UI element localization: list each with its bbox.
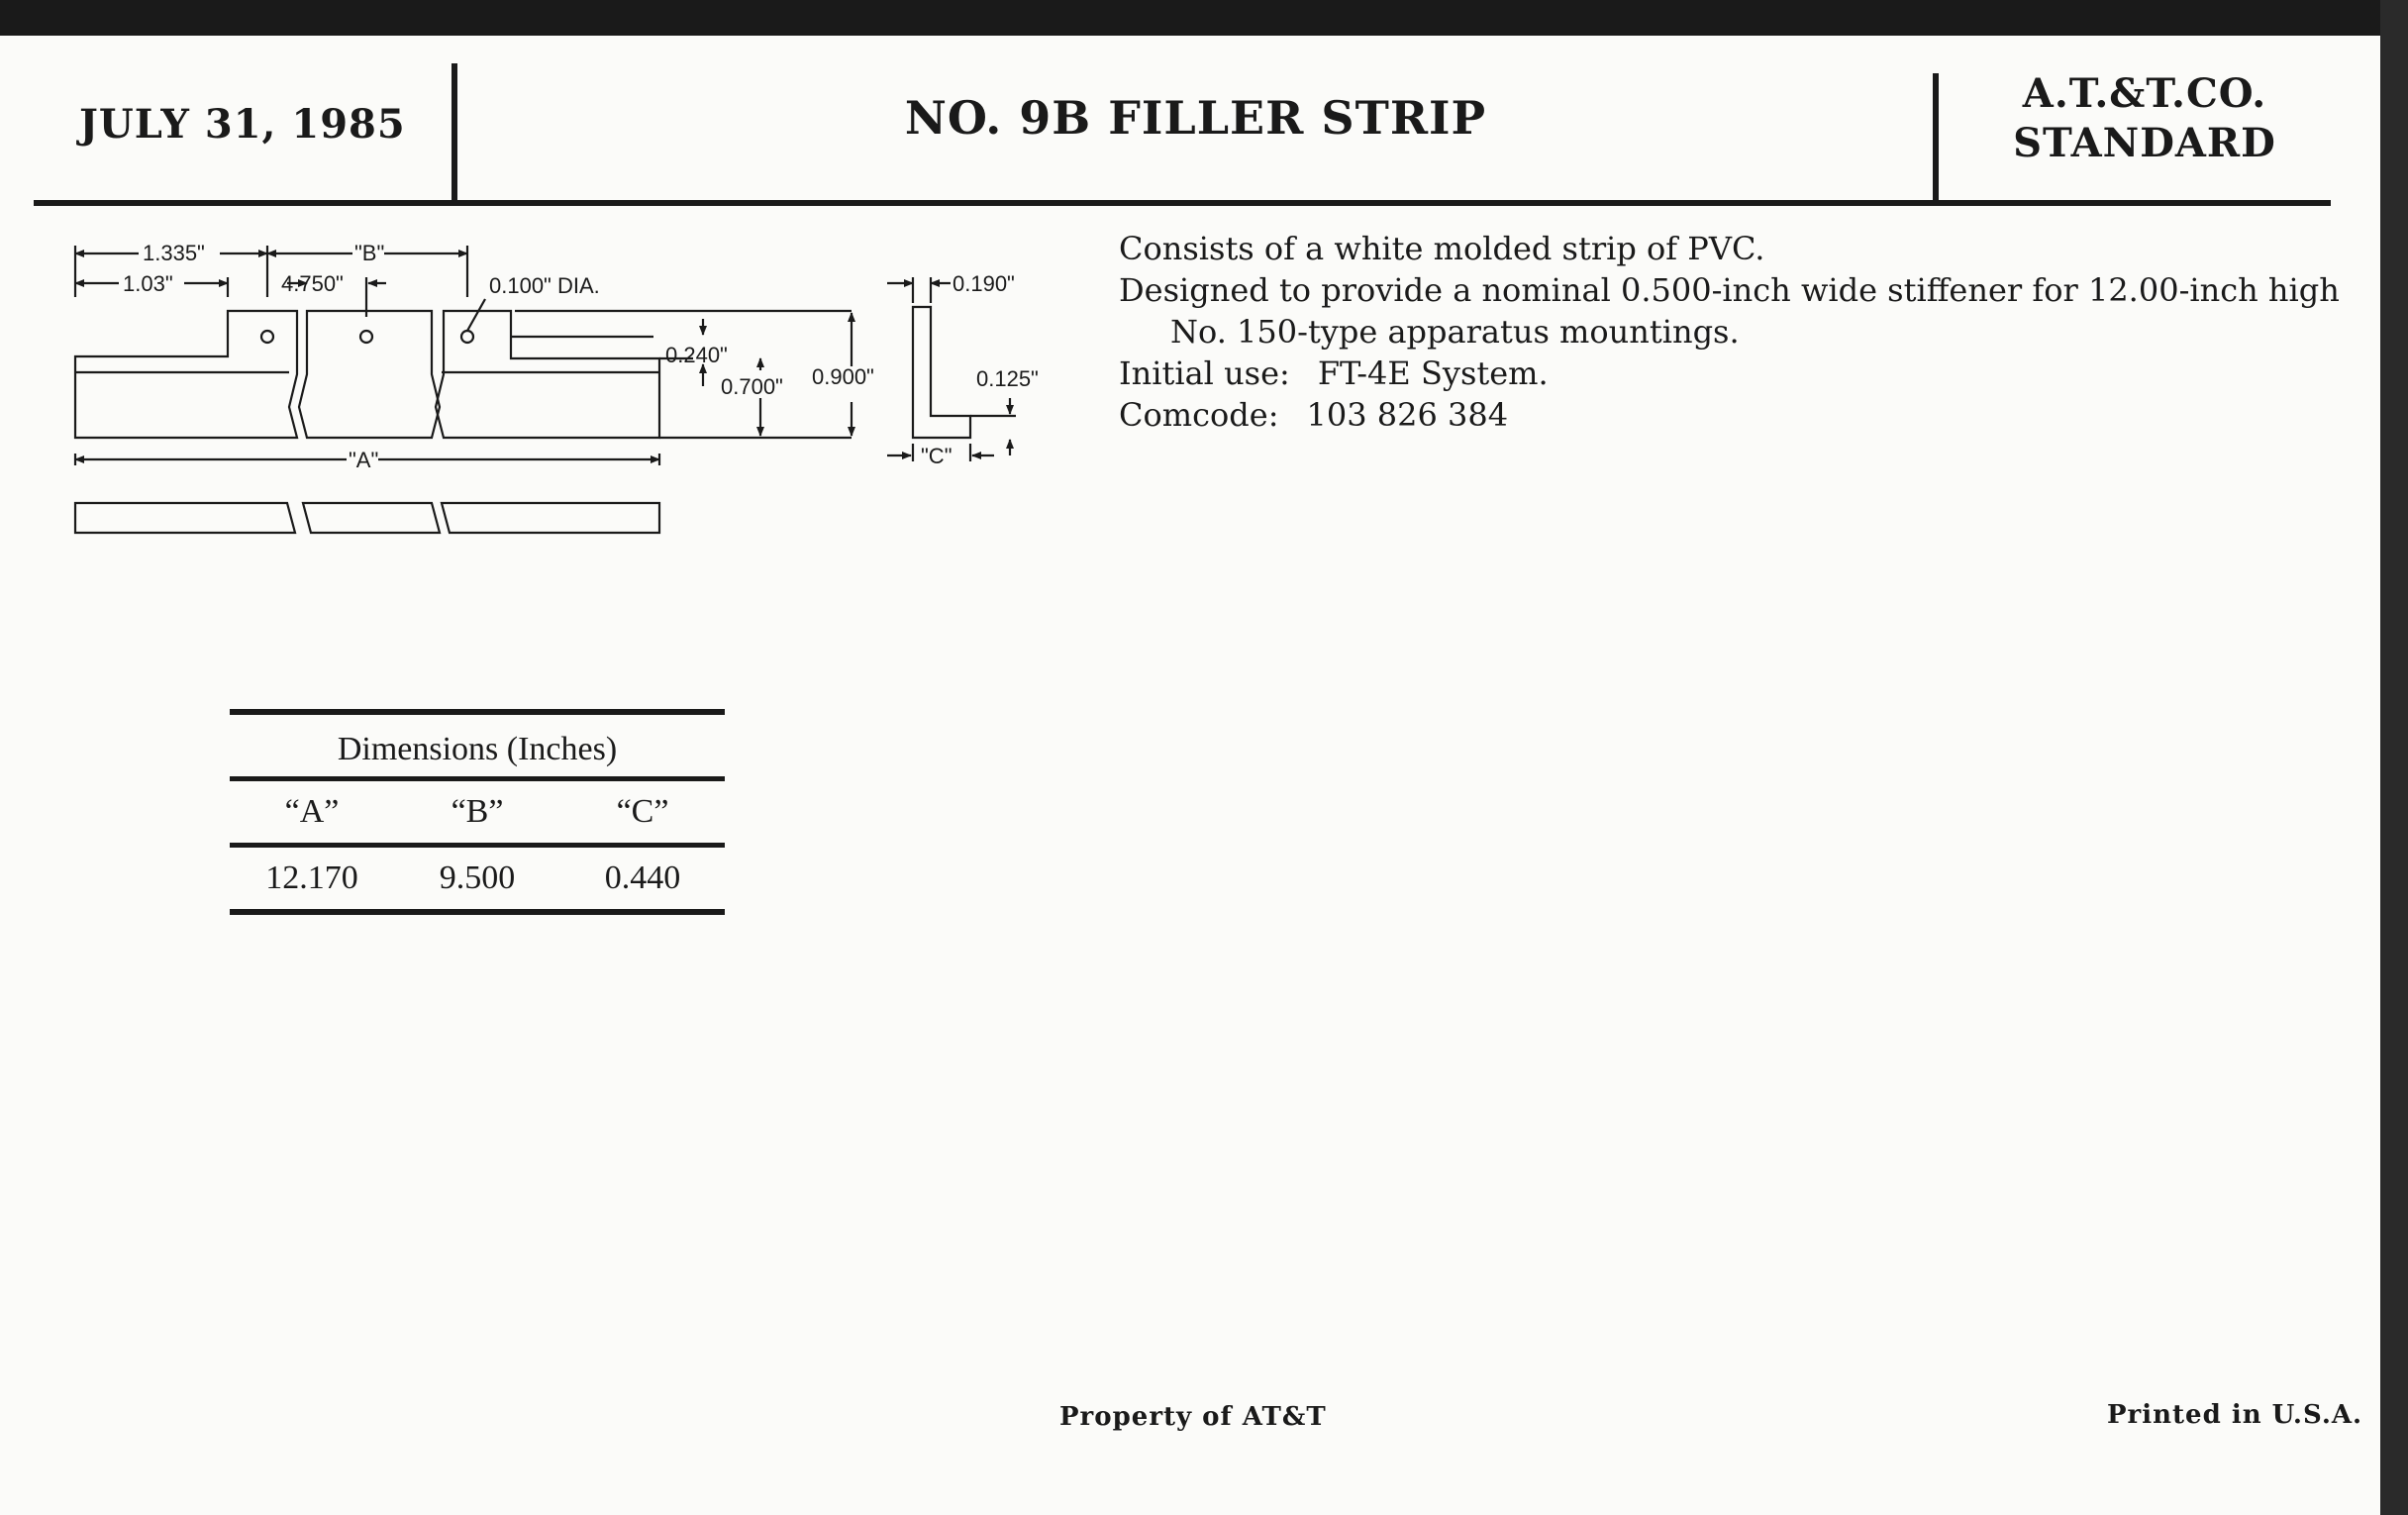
- initial-use-value: FT-4E System.: [1317, 354, 1549, 392]
- dim-0190-label: 0.190": [953, 271, 1015, 296]
- dim-a-label: "A": [349, 448, 379, 472]
- table-cell-c: 0.440: [604, 859, 681, 896]
- table-cell-a: 12.170: [265, 859, 358, 896]
- table-header-c: “C”: [616, 793, 669, 830]
- standard-line-1: A.T.&T.CO.: [2022, 70, 2267, 117]
- comcode: [1119, 394, 2347, 436]
- table-header-row: [230, 781, 725, 843]
- hole-2: [360, 331, 372, 343]
- technical-drawing: [59, 228, 1059, 545]
- table-rule-bottom: [230, 909, 725, 915]
- table-header-b: “B”: [451, 793, 504, 830]
- strip-left-section: [75, 311, 297, 438]
- dim-hole-label: 0.100" DIA.: [489, 273, 600, 298]
- dim-0900-label: 0.900": [812, 364, 874, 389]
- table-row: [230, 848, 725, 909]
- desc-line-2: Designed to provide a nominal 0.500-inch wide stiffener for 12.00-inch high: [1119, 271, 2340, 309]
- dim-0125-label: 0.125": [976, 366, 1039, 391]
- dim-103-label: 1.03": [123, 271, 173, 296]
- table-header-a: “A”: [284, 793, 340, 830]
- hole-3: [461, 331, 473, 343]
- header-date: JULY 31, 1985: [79, 101, 406, 148]
- dim-c-label: "C": [921, 444, 953, 468]
- description-block: [1119, 228, 2347, 436]
- dim-0700-label: 0.700": [721, 374, 783, 399]
- table-caption: Dimensions (Inches): [337, 731, 618, 767]
- page-title: NO. 9B FILLER STRIP: [904, 91, 1487, 145]
- footer-property: Property of AT&T: [1059, 1402, 1327, 1432]
- dimensions-table: [230, 709, 725, 915]
- dim-4750-label: 4.750": [281, 271, 344, 296]
- comcode-label: Comcode:: [1119, 396, 1279, 434]
- scan-edge: [2380, 0, 2408, 1515]
- footer-printed: Printed in U.S.A.: [2107, 1400, 2363, 1430]
- cross-section-profile: [913, 307, 970, 438]
- plan-view-strip: [75, 503, 295, 533]
- header-rule: [34, 200, 2331, 206]
- initial-use-label: Initial use:: [1119, 354, 1290, 392]
- hole-1: [261, 331, 273, 343]
- initial-use: [1119, 353, 2347, 394]
- standard-label: [1937, 69, 2353, 168]
- comcode-value: 103 826 384: [1306, 396, 1509, 434]
- desc-line-1: Consists of a white molded strip of PVC.: [1119, 230, 1765, 267]
- dim-b-label: "B": [354, 241, 385, 265]
- dim-0240-label: 0.240": [665, 343, 728, 367]
- standard-line-2: STANDARD: [2013, 120, 2276, 166]
- strip-middle-section: [299, 311, 440, 438]
- desc-line-3: No. 150-type apparatus mountings.: [1170, 313, 1740, 351]
- table-cell-b: 9.500: [439, 859, 516, 896]
- dim-1335-label: 1.335": [143, 241, 205, 265]
